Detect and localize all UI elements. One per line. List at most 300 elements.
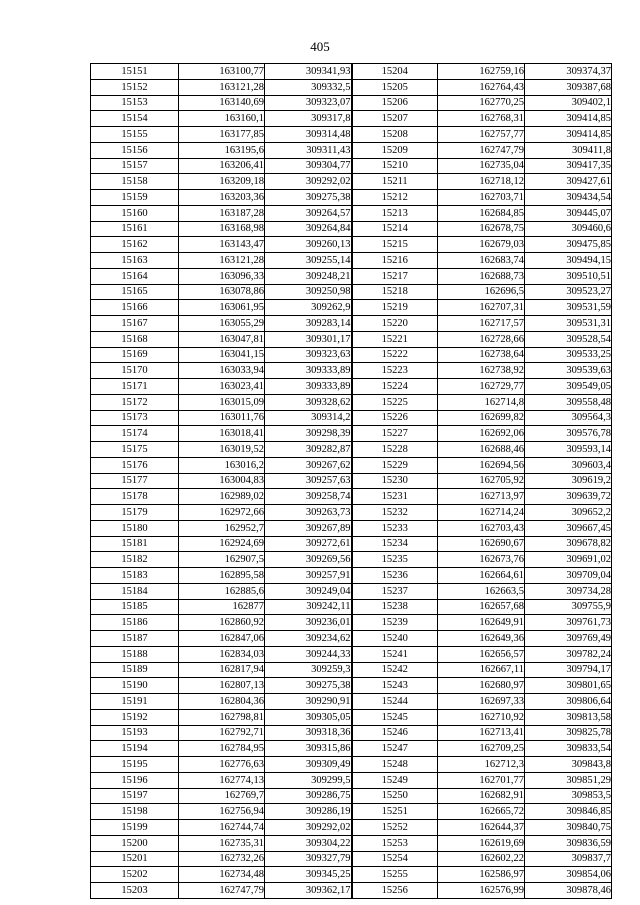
point-id-right: 15243 xyxy=(352,678,438,694)
y-coordinate-right: 309523,27 xyxy=(525,284,612,300)
table-row xyxy=(91,363,612,379)
x-coordinate-left: 162924,69 xyxy=(179,536,265,552)
x-coordinate-right: 162713,41 xyxy=(438,725,525,741)
y-coordinate-right: 309854,06 xyxy=(525,867,612,883)
point-id-left: 15173 xyxy=(91,410,179,426)
y-coordinate-left: 309328,62 xyxy=(265,394,352,410)
table-row xyxy=(91,646,612,662)
y-coordinate-left: 309333,89 xyxy=(265,379,352,395)
point-id-right: 15211 xyxy=(352,174,438,190)
table-row xyxy=(91,851,612,867)
y-coordinate-left: 309304,77 xyxy=(265,158,352,174)
table-row xyxy=(91,552,612,568)
table-row xyxy=(91,111,612,127)
point-id-right: 15223 xyxy=(352,363,438,379)
x-coordinate-left: 162732,26 xyxy=(179,851,265,867)
y-coordinate-left: 309258,74 xyxy=(265,489,352,505)
x-coordinate-left: 163177,85 xyxy=(179,127,265,143)
table-row xyxy=(91,694,612,710)
table-row xyxy=(91,631,612,647)
x-coordinate-left: 163206,41 xyxy=(179,158,265,174)
x-coordinate-left: 163015,09 xyxy=(179,394,265,410)
point-id-right: 15244 xyxy=(352,694,438,710)
y-coordinate-right: 309374,37 xyxy=(525,64,612,80)
y-coordinate-left: 309315,86 xyxy=(265,741,352,757)
point-id-left: 15198 xyxy=(91,804,179,820)
x-coordinate-right: 162673,76 xyxy=(438,552,525,568)
x-coordinate-right: 162713,97 xyxy=(438,489,525,505)
x-coordinate-left: 163019,52 xyxy=(179,442,265,458)
y-coordinate-right: 309769,49 xyxy=(525,631,612,647)
y-coordinate-right: 309510,51 xyxy=(525,268,612,284)
y-coordinate-right: 309782,24 xyxy=(525,646,612,662)
y-coordinate-left: 309264,57 xyxy=(265,205,352,221)
point-id-right: 15230 xyxy=(352,473,438,489)
table-row xyxy=(91,615,612,631)
x-coordinate-left: 162735,31 xyxy=(179,835,265,851)
table-row xyxy=(91,741,612,757)
y-coordinate-right: 309533,25 xyxy=(525,347,612,363)
x-coordinate-right: 162602,22 xyxy=(438,851,525,867)
x-coordinate-right: 162664,61 xyxy=(438,568,525,584)
y-coordinate-left: 309264,84 xyxy=(265,221,352,237)
point-id-left: 15161 xyxy=(91,221,179,237)
point-id-right: 15225 xyxy=(352,394,438,410)
x-coordinate-right: 162764,43 xyxy=(438,79,525,95)
point-id-right: 15235 xyxy=(352,552,438,568)
point-id-left: 15164 xyxy=(91,268,179,284)
point-id-left: 15155 xyxy=(91,127,179,143)
y-coordinate-right: 309414,85 xyxy=(525,111,612,127)
point-id-right: 15245 xyxy=(352,709,438,725)
y-coordinate-left: 309267,62 xyxy=(265,457,352,473)
y-coordinate-left: 309323,07 xyxy=(265,95,352,111)
x-coordinate-right: 162707,31 xyxy=(438,300,525,316)
point-id-right: 15209 xyxy=(352,142,438,158)
point-id-left: 15187 xyxy=(91,631,179,647)
y-coordinate-right: 309843,8 xyxy=(525,757,612,773)
point-id-left: 15177 xyxy=(91,473,179,489)
y-coordinate-right: 309531,59 xyxy=(525,300,612,316)
x-coordinate-right: 162692,06 xyxy=(438,426,525,442)
y-coordinate-right: 309387,68 xyxy=(525,79,612,95)
point-id-left: 15175 xyxy=(91,442,179,458)
x-coordinate-left: 162877 xyxy=(179,599,265,615)
y-coordinate-right: 309825,78 xyxy=(525,725,612,741)
point-id-left: 15152 xyxy=(91,79,179,95)
y-coordinate-left: 309262,9 xyxy=(265,300,352,316)
y-coordinate-right: 309539,63 xyxy=(525,363,612,379)
y-coordinate-right: 309417,35 xyxy=(525,158,612,174)
point-id-right: 15250 xyxy=(352,788,438,804)
x-coordinate-right: 162768,31 xyxy=(438,111,525,127)
y-coordinate-left: 309260,13 xyxy=(265,237,352,253)
x-coordinate-left: 162776,63 xyxy=(179,757,265,773)
x-coordinate-left: 163195,6 xyxy=(179,142,265,158)
y-coordinate-left: 309257,91 xyxy=(265,568,352,584)
table-row xyxy=(91,883,612,899)
point-id-left: 15179 xyxy=(91,505,179,521)
point-id-left: 15172 xyxy=(91,394,179,410)
point-id-right: 15226 xyxy=(352,410,438,426)
y-coordinate-left: 309345,25 xyxy=(265,867,352,883)
x-coordinate-right: 162701,77 xyxy=(438,772,525,788)
point-id-right: 15232 xyxy=(352,505,438,521)
y-coordinate-left: 309275,38 xyxy=(265,678,352,694)
point-id-right: 15233 xyxy=(352,520,438,536)
y-coordinate-right: 309475,85 xyxy=(525,237,612,253)
y-coordinate-left: 309292,02 xyxy=(265,820,352,836)
y-coordinate-left: 309282,87 xyxy=(265,442,352,458)
y-coordinate-right: 309667,45 xyxy=(525,520,612,536)
point-id-left: 15190 xyxy=(91,678,179,694)
table-row xyxy=(91,678,612,694)
x-coordinate-right: 162696,5 xyxy=(438,284,525,300)
x-coordinate-left: 163121,28 xyxy=(179,253,265,269)
x-coordinate-left: 162756,94 xyxy=(179,804,265,820)
x-coordinate-right: 162576,99 xyxy=(438,883,525,899)
point-id-left: 15162 xyxy=(91,237,179,253)
x-coordinate-right: 162657,68 xyxy=(438,599,525,615)
x-coordinate-left: 163143,47 xyxy=(179,237,265,253)
point-id-left: 15202 xyxy=(91,867,179,883)
x-coordinate-right: 162699,82 xyxy=(438,410,525,426)
point-id-left: 15180 xyxy=(91,520,179,536)
y-coordinate-left: 309301,17 xyxy=(265,331,352,347)
x-coordinate-left: 163160,1 xyxy=(179,111,265,127)
x-coordinate-right: 162679,03 xyxy=(438,237,525,253)
point-id-left: 15156 xyxy=(91,142,179,158)
table-row xyxy=(91,520,612,536)
x-coordinate-left: 163047,81 xyxy=(179,331,265,347)
point-id-right: 15224 xyxy=(352,379,438,395)
point-id-left: 15201 xyxy=(91,851,179,867)
point-id-right: 15207 xyxy=(352,111,438,127)
point-id-left: 15194 xyxy=(91,741,179,757)
point-id-right: 15248 xyxy=(352,757,438,773)
table-row xyxy=(91,64,612,80)
x-coordinate-left: 162817,94 xyxy=(179,662,265,678)
y-coordinate-right: 309794,17 xyxy=(525,662,612,678)
point-id-right: 15216 xyxy=(352,253,438,269)
point-id-right: 15253 xyxy=(352,835,438,851)
point-id-right: 15256 xyxy=(352,883,438,899)
point-id-left: 15157 xyxy=(91,158,179,174)
table-row xyxy=(91,205,612,221)
y-coordinate-right: 309806,64 xyxy=(525,694,612,710)
point-id-right: 15227 xyxy=(352,426,438,442)
x-coordinate-left: 163209,18 xyxy=(179,174,265,190)
x-coordinate-right: 162738,92 xyxy=(438,363,525,379)
x-coordinate-left: 163041,15 xyxy=(179,347,265,363)
y-coordinate-right: 309402,1 xyxy=(525,95,612,111)
x-coordinate-left: 163096,33 xyxy=(179,268,265,284)
y-coordinate-left: 309305,05 xyxy=(265,709,352,725)
y-coordinate-right: 309427,61 xyxy=(525,174,612,190)
y-coordinate-left: 309309,49 xyxy=(265,757,352,773)
y-coordinate-left: 309333,89 xyxy=(265,363,352,379)
table-row xyxy=(91,221,612,237)
x-coordinate-left: 163016,2 xyxy=(179,457,265,473)
x-coordinate-right: 162709,25 xyxy=(438,741,525,757)
table-row xyxy=(91,568,612,584)
point-id-left: 15195 xyxy=(91,757,179,773)
point-id-left: 15197 xyxy=(91,788,179,804)
point-id-right: 15222 xyxy=(352,347,438,363)
table-row xyxy=(91,316,612,332)
point-id-left: 15182 xyxy=(91,552,179,568)
y-coordinate-right: 309528,54 xyxy=(525,331,612,347)
point-id-right: 15219 xyxy=(352,300,438,316)
y-coordinate-right: 309619,2 xyxy=(525,473,612,489)
point-id-right: 15208 xyxy=(352,127,438,143)
point-id-right: 15229 xyxy=(352,457,438,473)
table-row xyxy=(91,300,612,316)
x-coordinate-right: 162729,77 xyxy=(438,379,525,395)
y-coordinate-left: 309249,04 xyxy=(265,583,352,599)
x-coordinate-left: 162744,74 xyxy=(179,820,265,836)
y-coordinate-right: 309414,85 xyxy=(525,127,612,143)
x-coordinate-right: 162705,92 xyxy=(438,473,525,489)
x-coordinate-right: 162680,97 xyxy=(438,678,525,694)
x-coordinate-right: 162649,36 xyxy=(438,631,525,647)
x-coordinate-right: 162644,37 xyxy=(438,820,525,836)
point-id-right: 15221 xyxy=(352,331,438,347)
y-coordinate-left: 309298,39 xyxy=(265,426,352,442)
point-id-left: 15170 xyxy=(91,363,179,379)
y-coordinate-left: 309292,02 xyxy=(265,174,352,190)
y-coordinate-left: 309311,43 xyxy=(265,142,352,158)
point-id-right: 15220 xyxy=(352,316,438,332)
y-coordinate-right: 309837,7 xyxy=(525,851,612,867)
y-coordinate-right: 309652,2 xyxy=(525,505,612,521)
point-id-left: 15169 xyxy=(91,347,179,363)
point-id-right: 15234 xyxy=(352,536,438,552)
x-coordinate-left: 162895,58 xyxy=(179,568,265,584)
y-coordinate-left: 309314,48 xyxy=(265,127,352,143)
point-id-left: 15178 xyxy=(91,489,179,505)
x-coordinate-left: 162989,02 xyxy=(179,489,265,505)
x-coordinate-right: 162710,92 xyxy=(438,709,525,725)
y-coordinate-right: 309445,07 xyxy=(525,205,612,221)
y-coordinate-left: 309275,38 xyxy=(265,190,352,206)
point-id-right: 15218 xyxy=(352,284,438,300)
x-coordinate-right: 162694,56 xyxy=(438,457,525,473)
table-row xyxy=(91,426,612,442)
point-id-right: 15249 xyxy=(352,772,438,788)
table-row xyxy=(91,473,612,489)
x-coordinate-right: 162678,75 xyxy=(438,221,525,237)
y-coordinate-left: 309314,2 xyxy=(265,410,352,426)
y-coordinate-left: 309267,89 xyxy=(265,520,352,536)
x-coordinate-right: 162665,72 xyxy=(438,804,525,820)
x-coordinate-right: 162757,77 xyxy=(438,127,525,143)
x-coordinate-left: 162860,92 xyxy=(179,615,265,631)
point-id-left: 15183 xyxy=(91,568,179,584)
table-row xyxy=(91,142,612,158)
point-id-left: 15165 xyxy=(91,284,179,300)
y-coordinate-right: 309494,15 xyxy=(525,253,612,269)
y-coordinate-right: 309558,48 xyxy=(525,394,612,410)
y-coordinate-left: 309327,79 xyxy=(265,851,352,867)
table-row xyxy=(91,379,612,395)
point-id-right: 15246 xyxy=(352,725,438,741)
y-coordinate-left: 309236,01 xyxy=(265,615,352,631)
table-row xyxy=(91,331,612,347)
x-coordinate-right: 162667,11 xyxy=(438,662,525,678)
point-id-right: 15210 xyxy=(352,158,438,174)
point-id-left: 15184 xyxy=(91,583,179,599)
y-coordinate-right: 309709,04 xyxy=(525,568,612,584)
point-id-left: 15158 xyxy=(91,174,179,190)
table-row xyxy=(91,835,612,851)
x-coordinate-right: 162697,33 xyxy=(438,694,525,710)
x-coordinate-right: 162688,46 xyxy=(438,442,525,458)
table-row xyxy=(91,662,612,678)
point-id-right: 15242 xyxy=(352,662,438,678)
y-coordinate-right: 309434,54 xyxy=(525,190,612,206)
point-id-left: 15154 xyxy=(91,111,179,127)
table-row xyxy=(91,347,612,363)
point-id-right: 15238 xyxy=(352,599,438,615)
x-coordinate-left: 162885,6 xyxy=(179,583,265,599)
x-coordinate-left: 162907,5 xyxy=(179,552,265,568)
x-coordinate-left: 162972,66 xyxy=(179,505,265,521)
y-coordinate-right: 309411,8 xyxy=(525,142,612,158)
point-id-right: 15255 xyxy=(352,867,438,883)
table-row xyxy=(91,394,612,410)
y-coordinate-right: 309691,02 xyxy=(525,552,612,568)
table-row xyxy=(91,410,612,426)
x-coordinate-left: 163061,95 xyxy=(179,300,265,316)
x-coordinate-left: 162798,81 xyxy=(179,709,265,725)
x-coordinate-right: 162718,12 xyxy=(438,174,525,190)
y-coordinate-right: 309460,6 xyxy=(525,221,612,237)
point-id-left: 15188 xyxy=(91,646,179,662)
x-coordinate-left: 163033,94 xyxy=(179,363,265,379)
y-coordinate-left: 309304,22 xyxy=(265,835,352,851)
y-coordinate-right: 309576,78 xyxy=(525,426,612,442)
y-coordinate-left: 309255,14 xyxy=(265,253,352,269)
point-id-left: 15160 xyxy=(91,205,179,221)
y-coordinate-left: 309272,61 xyxy=(265,536,352,552)
point-id-right: 15252 xyxy=(352,820,438,836)
point-id-right: 15215 xyxy=(352,237,438,253)
x-coordinate-left: 163187,28 xyxy=(179,205,265,221)
table-row xyxy=(91,489,612,505)
page-number: 405 xyxy=(310,39,330,54)
point-id-right: 15204 xyxy=(352,64,438,80)
y-coordinate-left: 309286,75 xyxy=(265,788,352,804)
x-coordinate-right: 162717,57 xyxy=(438,316,525,332)
y-coordinate-left: 309286,19 xyxy=(265,804,352,820)
x-coordinate-right: 162663,5 xyxy=(438,583,525,599)
x-coordinate-right: 162714,24 xyxy=(438,505,525,521)
coordinates-table xyxy=(90,63,612,899)
x-coordinate-right: 162747,79 xyxy=(438,142,525,158)
point-id-right: 15254 xyxy=(352,851,438,867)
x-coordinate-right: 162703,71 xyxy=(438,190,525,206)
y-coordinate-left: 309242,11 xyxy=(265,599,352,615)
x-coordinate-left: 162774,13 xyxy=(179,772,265,788)
point-id-right: 15236 xyxy=(352,568,438,584)
x-coordinate-right: 162619,69 xyxy=(438,835,525,851)
x-coordinate-right: 162712,3 xyxy=(438,757,525,773)
y-coordinate-right: 309603,4 xyxy=(525,457,612,473)
x-coordinate-right: 162735,04 xyxy=(438,158,525,174)
point-id-right: 15237 xyxy=(352,583,438,599)
y-coordinate-left: 309332,5 xyxy=(265,79,352,95)
x-coordinate-left: 162834,03 xyxy=(179,646,265,662)
point-id-left: 15166 xyxy=(91,300,179,316)
x-coordinate-left: 162769,7 xyxy=(179,788,265,804)
point-id-right: 15205 xyxy=(352,79,438,95)
table-row xyxy=(91,788,612,804)
y-coordinate-left: 309362,17 xyxy=(265,883,352,899)
y-coordinate-right: 309853,5 xyxy=(525,788,612,804)
point-id-left: 15185 xyxy=(91,599,179,615)
x-coordinate-left: 162792,71 xyxy=(179,725,265,741)
table-row xyxy=(91,757,612,773)
point-id-left: 15151 xyxy=(91,64,179,80)
point-id-left: 15186 xyxy=(91,615,179,631)
y-coordinate-left: 309318,36 xyxy=(265,725,352,741)
table-row xyxy=(91,804,612,820)
table-row xyxy=(91,268,612,284)
y-coordinate-right: 309846,85 xyxy=(525,804,612,820)
table-row xyxy=(91,457,612,473)
y-coordinate-left: 309290,91 xyxy=(265,694,352,710)
y-coordinate-right: 309813,58 xyxy=(525,709,612,725)
y-coordinate-left: 309299,5 xyxy=(265,772,352,788)
x-coordinate-left: 162784,95 xyxy=(179,741,265,757)
y-coordinate-left: 309341,93 xyxy=(265,64,352,80)
y-coordinate-right: 309639,72 xyxy=(525,489,612,505)
y-coordinate-left: 309283,14 xyxy=(265,316,352,332)
table-row xyxy=(91,253,612,269)
point-id-right: 15231 xyxy=(352,489,438,505)
point-id-left: 15200 xyxy=(91,835,179,851)
table-row xyxy=(91,95,612,111)
table-row xyxy=(91,820,612,836)
y-coordinate-left: 309250,98 xyxy=(265,284,352,300)
point-id-left: 15174 xyxy=(91,426,179,442)
point-id-right: 15206 xyxy=(352,95,438,111)
table-row xyxy=(91,772,612,788)
point-id-left: 15193 xyxy=(91,725,179,741)
y-coordinate-left: 309263,73 xyxy=(265,505,352,521)
table-row xyxy=(91,442,612,458)
x-coordinate-right: 162682,91 xyxy=(438,788,525,804)
x-coordinate-left: 163023,41 xyxy=(179,379,265,395)
point-id-left: 15203 xyxy=(91,883,179,899)
x-coordinate-right: 162656,57 xyxy=(438,646,525,662)
y-coordinate-left: 309259,3 xyxy=(265,662,352,678)
point-id-right: 15247 xyxy=(352,741,438,757)
x-coordinate-right: 162649,91 xyxy=(438,615,525,631)
x-coordinate-left: 163121,28 xyxy=(179,79,265,95)
table-row xyxy=(91,725,612,741)
y-coordinate-right: 309593,14 xyxy=(525,442,612,458)
table-row xyxy=(91,709,612,725)
y-coordinate-right: 309531,31 xyxy=(525,316,612,332)
y-coordinate-left: 309244,33 xyxy=(265,646,352,662)
x-coordinate-right: 162684,85 xyxy=(438,205,525,221)
point-id-left: 15163 xyxy=(91,253,179,269)
y-coordinate-right: 309678,82 xyxy=(525,536,612,552)
x-coordinate-left: 162747,79 xyxy=(179,883,265,899)
x-coordinate-left: 163018,41 xyxy=(179,426,265,442)
